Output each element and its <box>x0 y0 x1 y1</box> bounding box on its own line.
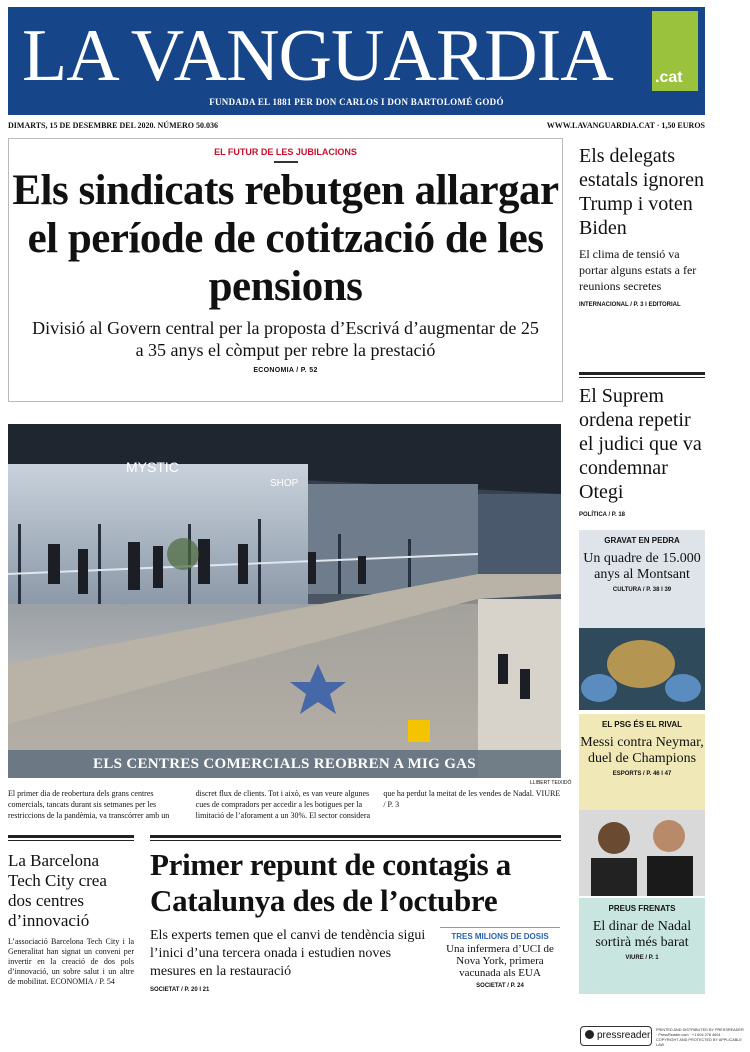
lead-kicker: EL FUTUR DE LES JUBILACIONS <box>214 147 357 157</box>
pressreader-badge[interactable] <box>580 1026 652 1046</box>
mall-photo[interactable] <box>8 424 561 778</box>
box-title[interactable]: El dinar de Nadal sortirà més barat <box>592 919 692 950</box>
lead-section-ref: ECONOMIA / P. 52 <box>253 367 318 374</box>
story-headline[interactable]: El Suprem ordena repetir el judici que va condemnar Otegi <box>579 385 702 503</box>
box-ref: ESPORTS / P. 46 I 47 <box>612 771 672 777</box>
box-preus[interactable] <box>579 898 705 994</box>
store-sign: MYSTIC <box>126 459 179 475</box>
story-headline[interactable]: Els delegats estatals ignoren Trump i voten Biden <box>579 145 704 239</box>
newspaper-title: LA VANGUARDIA <box>22 15 613 97</box>
story-headline[interactable]: Primer repunt de contagis a Catalunya des de l’octubre <box>150 847 511 918</box>
story-text: El clima de tensió va portar alguns estats a fer reunions secretes <box>579 247 697 293</box>
lead-story[interactable] <box>8 138 563 402</box>
story-ref: SOCIETAT / P. 20 I 21 <box>150 987 210 993</box>
box-label: GRAVAT EN PEDRA <box>604 536 680 545</box>
story-otegi[interactable] <box>579 372 705 518</box>
store-sign-2: SHOP <box>270 478 299 489</box>
story-text: L’associació Barcelona Tech City i la Generalitat han signat un conveni per invertir en la creació de dos pols d’innovació, un sobre salut i un altre de mobilitat. ECONOMIA / P. 54 <box>8 937 134 986</box>
lead-headline[interactable]: Els sindicats rebutgen allargar el període de cotització de les pensions <box>12 167 559 310</box>
story-trump-biden[interactable] <box>579 140 705 308</box>
box-ref: CULTURA / P. 38 I 39 <box>612 587 672 593</box>
inset-label: TRES MILIONS DE DOSIS <box>451 932 549 941</box>
website-price: WWW.LAVANGUARDIA.CAT · 1,50 EUROS <box>546 121 705 130</box>
box-title[interactable]: Messi contra Neymar, duel de Champions <box>580 735 704 766</box>
masthead <box>8 7 705 115</box>
box-psg[interactable] <box>579 714 705 810</box>
section-rule <box>579 372 705 375</box>
photo-credit: LLIBERT TEIXIDÓ <box>530 780 572 786</box>
section-rule-thin <box>150 840 561 841</box>
photo-text: El primer dia de reobertura dels grans centres comercials, tancats durant sis setmanes per les restriccions de la pandèmia, va transcórrer amb un discret flux de clients. Tot i això, es van veure algunes cues de compradors per accedir a les botigues per la limitació de l’aforament a un 30%. El sector considera que ha perdut la meitat de les vendes de Nadal. VIURE / P. 3 <box>8 789 561 820</box>
stone-photo <box>579 628 705 710</box>
box-label: EL PSG ÉS EL RIVAL <box>601 720 683 729</box>
inset-vaccine[interactable] <box>440 927 560 989</box>
story-dek: Els experts temen que el canvi de tendència sigui l’inici d’una tercera onada i estudien noves mesures en la restauració <box>150 928 426 979</box>
pressreader-label: pressreader <box>597 1030 651 1041</box>
story-tech-city[interactable] <box>8 835 134 987</box>
section-rule-thin <box>8 840 134 841</box>
box-gravat[interactable] <box>579 530 705 710</box>
legal-notice: PRINTED AND DISTRIBUTED BY PRESSREADER · PressReader.com · +1 604 278 4604 · COPYRIGHT AND PROTECTED BY APPLICABLE LAW <box>656 1028 744 1047</box>
section-rule <box>8 835 134 838</box>
lead-dek: Divisió al Govern central per la proposta d’Escrivá d’augmentar de 25 a 35 anys el còmput per rebre la prestació <box>32 318 539 360</box>
section-rule-thin <box>579 377 705 378</box>
dateline <box>8 121 705 133</box>
cat-badge <box>652 11 698 91</box>
inset-title[interactable]: Una infermera d’UCI de Nova York, primera vacunada als EUA <box>446 943 554 979</box>
inset-ref: SOCIETAT / P. 24 <box>476 983 524 989</box>
story-ref: INTERNACIONAL / P. 3 I EDITORIAL <box>579 302 681 308</box>
kicker-rule <box>274 161 298 163</box>
section-rule <box>150 835 561 838</box>
players-photo <box>579 810 705 896</box>
story-ref: POLÍTICA / P. 18 <box>579 512 626 518</box>
founded-line: FUNDADA EL 1881 PER DON CARLOS I DON BARTOLOMÉ GODÓ <box>209 97 504 107</box>
story-contagis[interactable] <box>150 835 561 993</box>
box-label: PREUS FRENATS <box>608 904 676 913</box>
issue-date: DIMARTS, 15 DE DESEMBRE DEL 2020. NÚMERO 50.036 <box>8 121 218 130</box>
story-headline[interactable]: La Barcelona Tech City crea dos centres d’innovació <box>8 851 107 930</box>
box-ref: VIURE / P. 1 <box>625 955 659 961</box>
photo-caption: ELS CENTRES COMERCIALS REOBREN A MIG GAS <box>8 750 561 778</box>
pressreader-icon <box>585 1030 594 1039</box>
cat-badge-label: .cat <box>655 69 683 86</box>
mall-photo-illustration <box>8 424 561 778</box>
box-title[interactable]: Un quadre de 15.000 anys al Montsant <box>583 551 701 582</box>
